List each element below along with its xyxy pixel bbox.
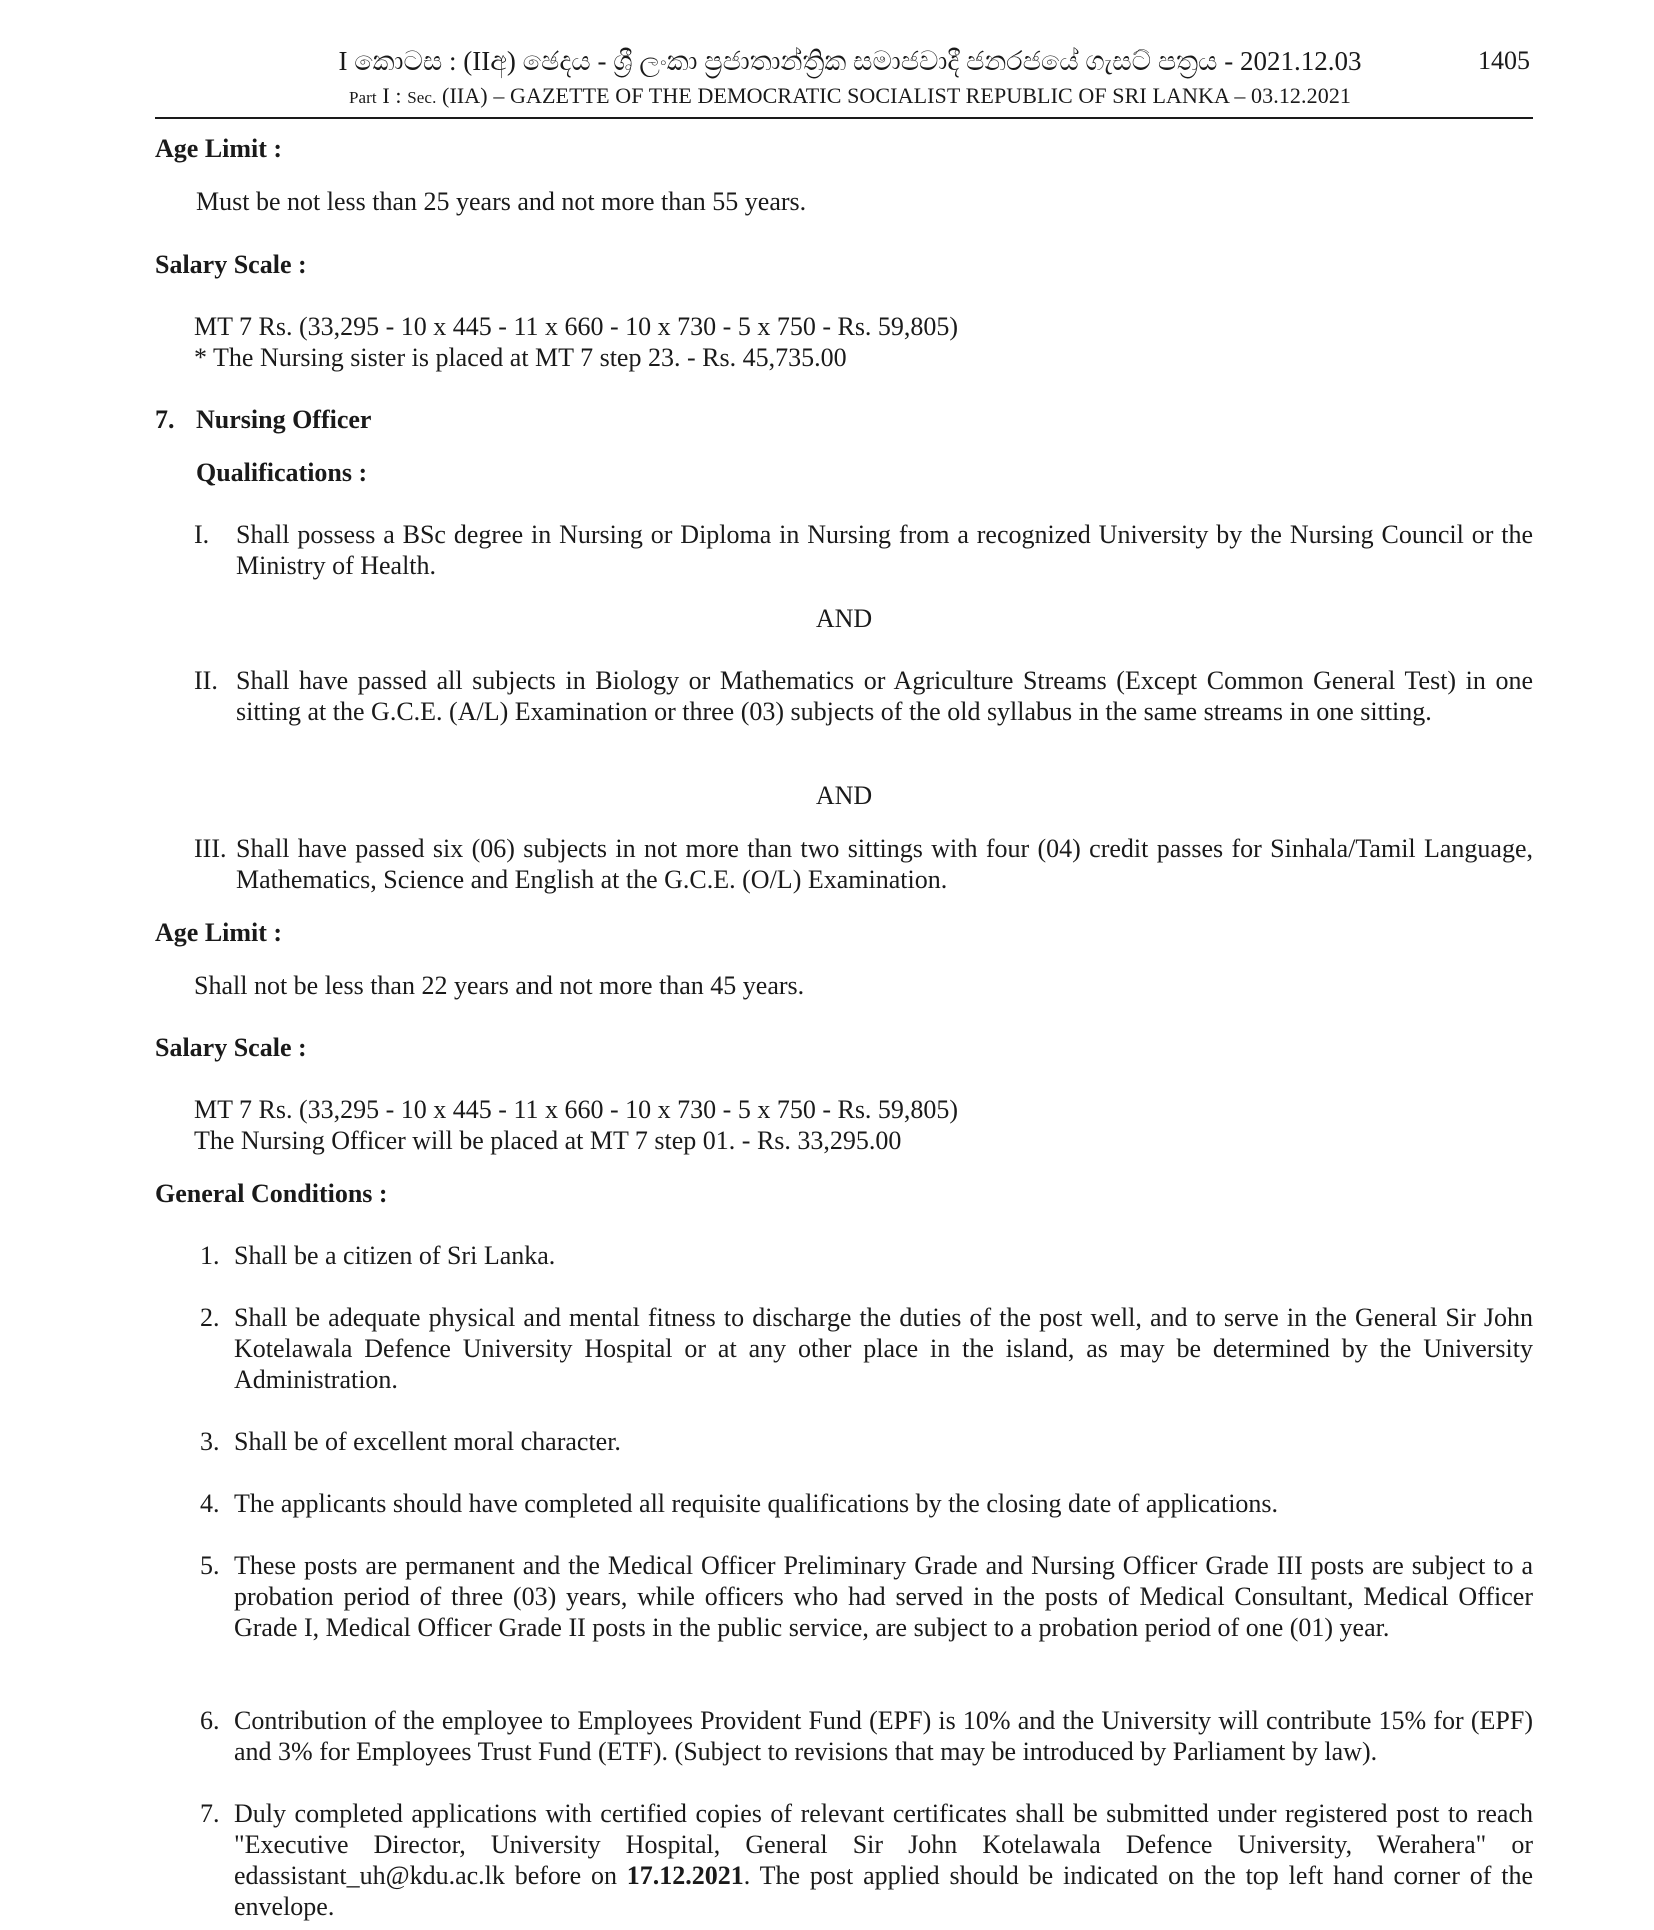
header-part-label: Part bbox=[348, 88, 377, 107]
qualification-text: Shall have passed all subjects in Biology or Mathematics or Agriculture Streams (Except Common General Test) in one sitting at the G.C.E. (A/L) Examination or three (03) subjects of the old syllabus in the same streams in one sitting. bbox=[236, 666, 1533, 726]
condition-number: 7. bbox=[200, 1799, 220, 1828]
condition-text-part: . The post applied should be indicated on the top left hand corner of the envelope. bbox=[234, 1861, 1533, 1921]
condition-text-part: Duly completed applications with certified copies of relevant certificates shall be submitted under registered post to reach "Executive Director, University Hospital, General Sir John Kotelawala Defence University, Werahera" or edassistant_uh@kdu.ac.lk before on bbox=[234, 1799, 1533, 1890]
salary-scale-line: MT 7 Rs. (33,295 - 10 x 445 - 11 x 660 - 10 x 730 - 5 x 750 - Rs. 59,805) bbox=[194, 312, 959, 341]
condition-text: The applicants should have completed all requisite qualifications by the closing date of applications. bbox=[234, 1489, 1279, 1518]
qualification-number: III. bbox=[194, 834, 227, 863]
condition-number: 1. bbox=[200, 1241, 220, 1270]
age-limit-text: Shall not be less than 22 years and not more than 45 years. bbox=[194, 971, 805, 1000]
qualification-number: II. bbox=[194, 666, 218, 695]
qualification-number: I. bbox=[194, 520, 210, 549]
condition-text: These posts are permanent and the Medical Officer Preliminary Grade and Nursing Officer Grade III posts are subject to a probation period of three (03) years, while officers who had served in the posts of Medical Consultant, Medical Officer Grade I, Medical Officer Grade II posts in the public service, are subject to a probation period of one (01) year. bbox=[234, 1551, 1533, 1642]
qualifications-heading: Qualifications : bbox=[196, 458, 368, 487]
header-english-rest: (IIA) – GAZETTE OF THE DEMOCRATIC SOCIALIST REPUBLIC OF SRI LANKA – 03.12.2021 bbox=[436, 83, 1352, 108]
qualification-text: Shall possess a BSc degree in Nursing or Diploma in Nursing from a recognized University by the Nursing Council or the Ministry of Health. bbox=[236, 520, 1533, 580]
qualification-text: Shall have passed six (06) subjects in not more than two sittings with four (04) credit passes for Sinhala/Tamil Language, Mathematics, Science and English at the G.C.E. (O/L) Examination. bbox=[236, 834, 1533, 894]
salary-scale-note: The Nursing Officer will be placed at MT 7 step 01. - Rs. 33,295.00 bbox=[194, 1126, 902, 1155]
condition-number: 2. bbox=[200, 1303, 220, 1332]
and-separator: AND bbox=[815, 604, 873, 633]
condition-text: Shall be adequate physical and mental fitness to discharge the duties of the post well, and to serve in the General Sir John Kotelawala Defence University Hospital or at any other place in the island, as may be determined by the University Administration. bbox=[234, 1303, 1533, 1394]
condition-number: 4. bbox=[200, 1489, 220, 1518]
salary-scale-note: * The Nursing sister is placed at MT 7 step 23. - Rs. 45,735.00 bbox=[194, 343, 847, 372]
condition-text: Shall be a citizen of Sri Lanka. bbox=[234, 1241, 556, 1270]
age-limit-heading: Age Limit : bbox=[155, 134, 283, 163]
salary-scale-line: MT 7 Rs. (33,295 - 10 x 445 - 11 x 660 - 10 x 730 - 5 x 750 - Rs. 59,805) bbox=[194, 1095, 959, 1124]
header-sec-label: Sec. bbox=[407, 88, 437, 107]
section-number: 7. bbox=[155, 405, 175, 434]
age-limit-text: Must be not less than 25 years and not more than 55 years. bbox=[196, 187, 807, 216]
header-divider bbox=[155, 117, 1533, 119]
closing-date: 17.12.2021 bbox=[626, 1861, 744, 1890]
condition-text: Contribution of the employee to Employees Provident Fund (EPF) is 10% and the University will contribute 15% for (EPF) and 3% for Employees Trust Fund (ETF). (Subject to revisions that may be introduced by Parliament by law). bbox=[234, 1706, 1533, 1766]
age-limit-heading: Age Limit : bbox=[155, 918, 283, 947]
header-english-title bbox=[290, 82, 1410, 112]
condition-number: 5. bbox=[200, 1551, 220, 1580]
general-conditions-heading: General Conditions : bbox=[155, 1179, 388, 1208]
salary-scale-heading: Salary Scale : bbox=[155, 1033, 307, 1062]
header-part-rest: I : bbox=[376, 83, 408, 108]
condition-number: 3. bbox=[200, 1427, 220, 1456]
header-sinhala-title: I කොටස : (IIඅ) ඡෙදය - ශ්‍රී ලංකා ප්‍රජාතාන්ත්‍රික සමාජවාදී ජනරජයේ ගැසට් පත්‍රය - 2021.12.03 bbox=[338, 46, 1362, 76]
page-number: 1405 bbox=[1478, 46, 1530, 75]
and-separator: AND bbox=[815, 781, 873, 810]
salary-scale-heading: Salary Scale : bbox=[155, 250, 307, 279]
section-title: Nursing Officer bbox=[196, 405, 372, 434]
condition-text bbox=[234, 1798, 1533, 1922]
condition-number: 6. bbox=[200, 1706, 220, 1735]
condition-text: Shall be of excellent moral character. bbox=[234, 1427, 621, 1456]
